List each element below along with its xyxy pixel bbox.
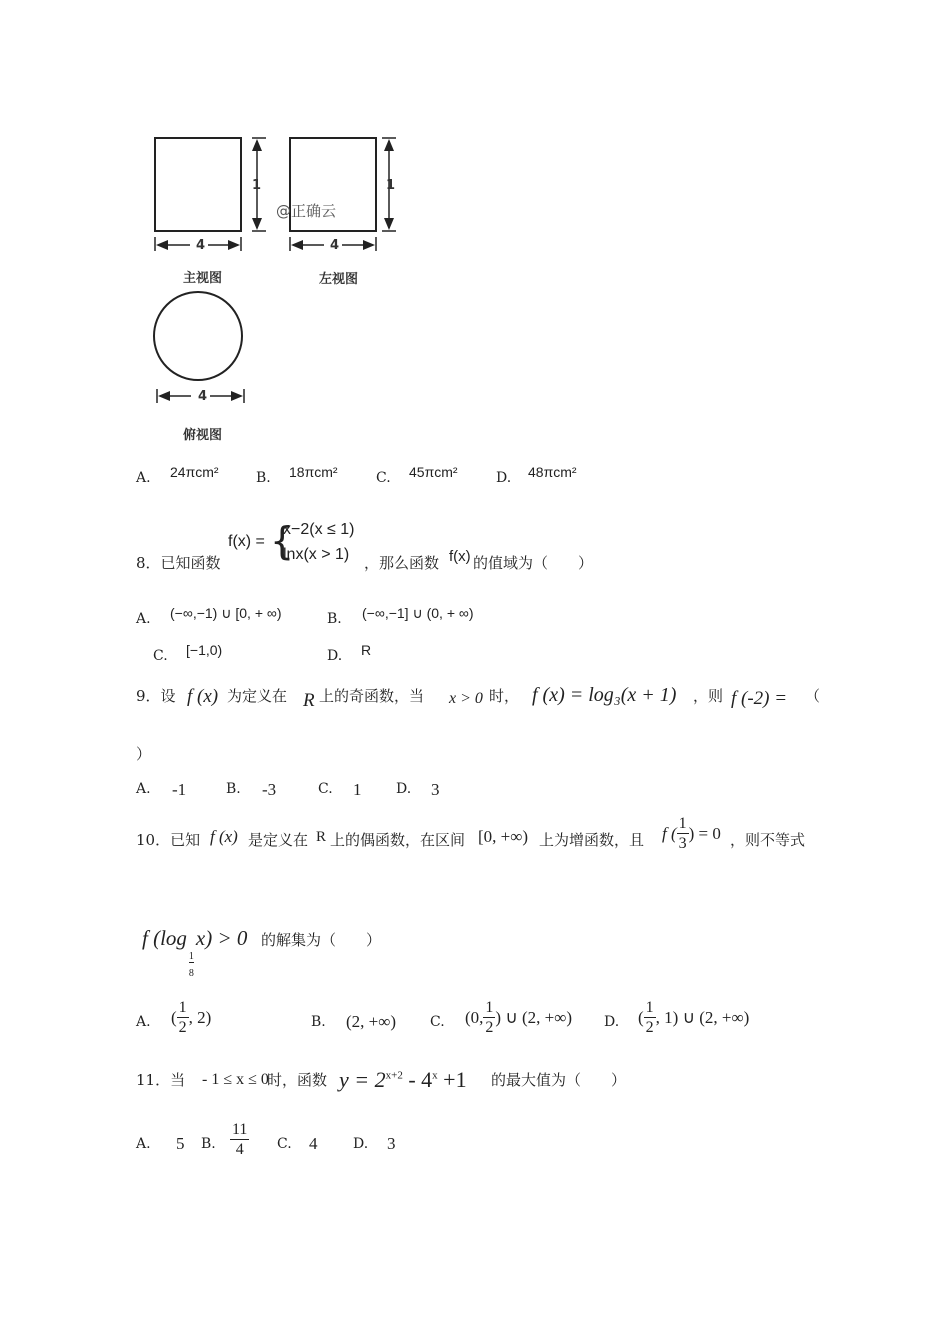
q10-frac-den: 3 [678,835,687,852]
q10-c-post: ) ∪ (2, +∞) [495,1008,573,1027]
q11-option-b-fraction [230,1122,249,1158]
q10-d-den: 2 [645,1019,654,1036]
q9-text-4: ，则 [693,687,724,705]
front-height-label: 1 [252,178,262,193]
q9-fx: f (x) [187,686,219,707]
q8-option-a-text: (−∞,−1) ∪ [0, + ∞) [170,605,282,621]
q9-open-paren: （ [805,687,821,705]
q11-option-a-text: 5 [176,1134,185,1153]
side-height-label: 1 [386,178,396,193]
q9-condition: x > 0 [449,690,483,707]
q7-option-b-text: 18πcm² [289,464,338,480]
q7-option-b-letter[interactable]: B. [256,470,271,486]
q10-ineq-post: x) > 0 [195,926,248,950]
q11-formula-mid: - 4 [402,1067,433,1092]
q7-option-a-text: 24πcm² [170,464,219,480]
top-view-caption: 俯视图 [183,428,223,443]
q8-after: ，那么函数 [364,554,440,572]
q10-d-pre: ( [638,1008,644,1027]
q11-formula-y: y = 2 [339,1067,386,1092]
side-width-label: 4 [330,238,340,253]
q10-c-den: 2 [485,1019,494,1036]
q8-option-b-text: (−∞,−1] ∪ (0, + ∞) [362,605,474,621]
q10-interval: [0, +∞) [478,827,529,846]
q9-text-1: 为定义在 [227,687,288,705]
q10-option-a-letter[interactable]: A. [136,1014,151,1030]
q10-log-base-den: 8 [188,968,194,979]
q10-f: f ( [662,824,677,843]
q10-c-num: 1 [485,999,494,1016]
q10-option-b-letter[interactable]: B. [311,1014,326,1030]
q11-text-1: 时，函数 [267,1071,328,1089]
q9-r: R [303,690,315,711]
three-view-figure [140,125,410,425]
watermark: @正确云 [276,202,337,220]
q11-number: 11．当 [136,1071,186,1089]
q8-piece-1: x−2(x ≤ 1) [283,521,355,538]
q10-d-post: , 1) ∪ (2, +∞) [655,1008,750,1027]
q10-log-base-num: 1 [188,951,194,962]
q10-d-num: 1 [645,999,654,1016]
front-view-square [155,138,241,231]
q7-option-c-text: 45πcm² [409,464,458,480]
q9-option-b-text: -3 [262,780,277,799]
q10-option-d-text [638,1000,749,1036]
q11-option-d-text: 3 [387,1134,396,1153]
q8-fx2: f(x) [449,548,471,565]
q8-option-c-letter[interactable]: C. [153,648,168,664]
q8-option-c-text: [−1,0) [186,642,223,658]
q10-c-fraction [483,1000,495,1036]
q11-b-num: 11 [232,1121,248,1138]
q11-exp-1: x+2 [385,1069,403,1082]
q8-tail: 的值域为（ ） [473,554,594,572]
front-view-caption: 主视图 [183,271,223,286]
q9-option-c-text: 1 [353,780,362,799]
q10-option-a-text [171,1000,211,1036]
q10-inequality [142,926,247,979]
q10-a-num: 1 [178,999,187,1016]
q11-exp-2: x [432,1069,438,1082]
q9-number: 9．设 [136,687,176,705]
q10-text-1: 是定义在 [248,831,309,849]
q9-option-b-letter[interactable]: B. [226,781,241,797]
q8-piece-2: lnx(x > 1) [283,546,350,563]
q9-option-c-letter[interactable]: C. [318,781,333,797]
q8-option-d-text: R [361,642,372,658]
q10-ineq-pre: f (log [142,926,187,950]
q9-close-paren: ） [136,745,152,763]
q9-target: f (-2) = [731,688,788,709]
q11-option-c-letter[interactable]: C. [277,1136,292,1152]
q10-c-pre: (0, [465,1008,484,1027]
q9-text-3: 时， [489,687,520,705]
q11-text-2: 的最大值为（ ） [491,1071,627,1089]
q8-fx: f(x) = [228,533,265,550]
q7-option-c-letter[interactable]: C. [376,470,391,486]
q10-r: R [316,829,327,845]
q8-option-a-letter[interactable]: A. [136,611,151,627]
q11-formula [339,1067,467,1093]
q8-brace: { [270,519,295,563]
q10-text-2: 上的偶函数，在区间 [330,831,466,849]
q10-frac-num: 1 [678,815,687,832]
q10-fx: f (x) [210,827,238,846]
top-view-circle [154,292,242,380]
q10-option-d-letter[interactable]: D. [604,1014,620,1030]
q11-option-c-text: 4 [309,1134,318,1153]
q7-option-d-letter[interactable]: D. [496,470,512,486]
q10-option-c-text [465,1000,572,1036]
q10-text-3: 上为增函数，且 [539,831,645,849]
q7-option-d-text: 48πcm² [528,464,577,480]
q10-a-den: 2 [178,1019,187,1036]
q10-log-base [189,952,194,979]
q11-b-den: 4 [235,1141,244,1158]
q8-option-d-letter[interactable]: D. [327,648,343,664]
q11-option-b-letter[interactable]: B. [201,1136,216,1152]
q7-option-a-letter[interactable]: A. [136,470,151,486]
q10-option-c-letter[interactable]: C. [430,1014,445,1030]
top-width-label: 4 [198,389,208,404]
q10-d-fraction [644,1000,656,1036]
q11-option-a-letter[interactable]: A. [136,1136,151,1152]
q11-condition: - 1 ≤ x ≤ 0 [202,1071,269,1088]
q10-a-pre: ( [171,1008,177,1027]
q10-eq: ) = 0 [688,824,721,843]
q11-option-d-letter[interactable]: D. [353,1136,369,1152]
q10-text-4: ，则不等式 [730,831,806,849]
q9-option-a-text: -1 [172,780,187,799]
q10-condition [662,816,721,852]
q9-formula: f (x) = log₃(x + 1) [532,684,677,706]
q10-number: 10．已知 [136,831,201,849]
side-view-caption: 左视图 [319,272,359,287]
q10-text-5: 的解集为（ ） [261,931,382,949]
q8-option-b-letter[interactable]: B. [327,611,342,627]
q9-option-d-text: 3 [431,780,440,799]
q10-option-b-text: (2, +∞) [346,1012,397,1031]
q9-text-2: 上的奇函数，当 [319,687,425,705]
q10-fraction [677,816,689,852]
q9-option-a-letter[interactable]: A. [136,781,151,797]
q8-number: 8．已知函数 [136,554,221,572]
q10-a-fraction [177,1000,189,1036]
q11-formula-end: +1 [437,1067,467,1092]
q10-a-post: , 2) [188,1008,212,1027]
q9-option-d-letter[interactable]: D. [396,781,412,797]
front-width-label: 4 [196,238,206,253]
